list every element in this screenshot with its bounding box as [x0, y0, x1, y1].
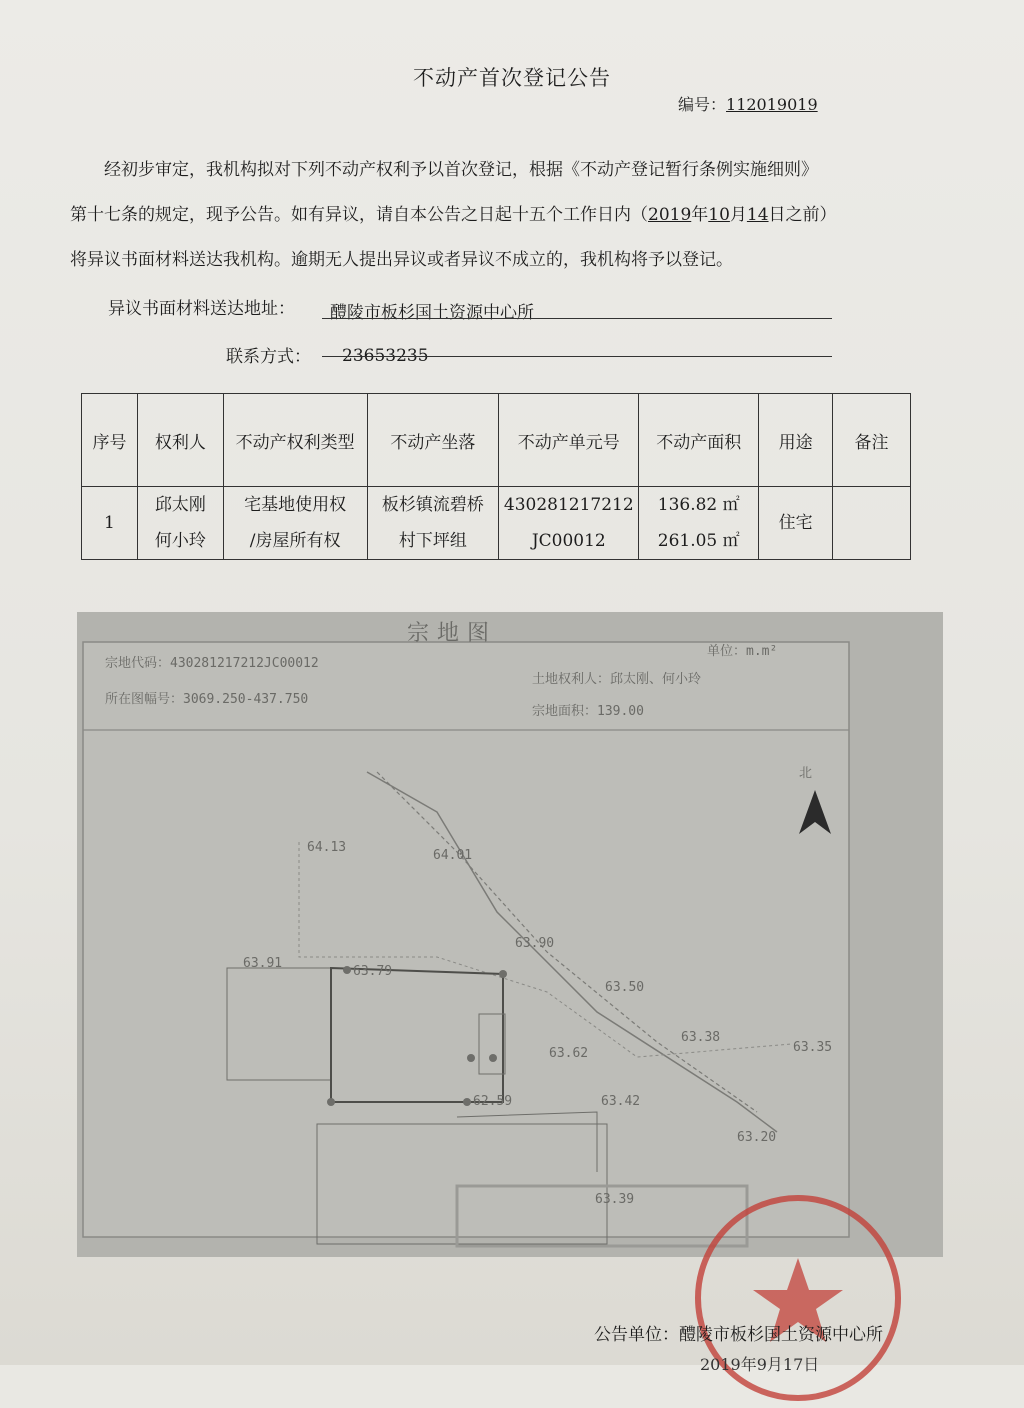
address-label: 异议书面材料送达地址： — [108, 299, 295, 319]
header-cell: 不动产面积 — [639, 394, 759, 487]
address-value: 醴陵市板杉国土资源中心所 — [330, 303, 534, 323]
cell-unit-number: 430281217212 JC00012 — [499, 487, 639, 560]
map-title: 宗地图 — [407, 621, 498, 646]
elevation-label: 63.38 — [681, 1030, 721, 1045]
header-cell: 不动产坐落 — [367, 394, 499, 487]
elevation-label: 63.39 — [595, 1192, 635, 1207]
map-north-label: 北 — [799, 766, 813, 781]
elevation-label: 63.79 — [353, 964, 393, 979]
issuer: 公告单位：醴陵市板杉国土资源中心所 — [594, 1325, 883, 1345]
header-cell: 序号 — [82, 394, 138, 487]
registration-table — [81, 393, 911, 560]
cell-owner: 邱太刚 何小玲 — [137, 487, 223, 560]
parcel-map-drawing — [77, 612, 943, 1257]
map-land-owner: 土地权利人：邱太刚、何小玲 — [532, 672, 702, 687]
notice-line-3: 将异议书面材料送达我机构。逾期无人提出异议或者异议不成立的，我机构将予以登记。 — [70, 250, 733, 270]
elevation-label: 63.35 — [793, 1040, 833, 1055]
elevation-label: 64.01 — [433, 848, 473, 863]
elevation-label: 63.42 — [601, 1094, 641, 1109]
cell-area: 136.82 ㎡ 261.05 ㎡ — [639, 487, 759, 560]
table-header-row — [82, 394, 911, 487]
map-parcel-area: 宗地面积：139.00 — [532, 704, 644, 719]
header-cell: 备注 — [833, 394, 911, 487]
header-cell: 权利人 — [137, 394, 223, 487]
contact-underline — [322, 356, 832, 357]
contact-label: 联系方式： — [226, 347, 311, 367]
elevation-label: 62.59 — [473, 1094, 513, 1109]
map-parcel-code: 宗地代码：430281217212JC00012 — [105, 656, 319, 671]
elevation-label: 63.90 — [515, 936, 555, 951]
cell-usage: 住宅 — [759, 487, 833, 560]
cell-right-type: 宅基地使用权 /房屋所有权 — [223, 487, 367, 560]
elevation-label: 63.50 — [605, 980, 645, 995]
cell-index: 1 — [82, 487, 138, 560]
issue-date: 2019年9月17日 — [700, 1355, 820, 1374]
elevation-label: 64.13 — [307, 840, 347, 855]
notice-line-1: 经初步审定，我机构拟对下列不动产权利予以首次登记，根据《不动产登记暂行条例实施细则》 — [104, 160, 818, 180]
address-underline — [322, 318, 832, 319]
document-number-value: 112019019 — [726, 95, 818, 114]
official-seal — [688, 1188, 908, 1408]
header-cell: 用途 — [759, 394, 833, 487]
table-row — [82, 487, 911, 560]
cell-location: 板杉镇流碧桥 村下坪组 — [367, 487, 499, 560]
elevation-label: 63.62 — [549, 1046, 589, 1061]
map-unit: 单位：m.m² — [707, 644, 778, 659]
header-cell: 不动产权利类型 — [223, 394, 367, 487]
parcel-map — [77, 612, 943, 1257]
contact-value: 23653235 — [342, 346, 429, 366]
elevation-label: 63.91 — [243, 956, 283, 971]
notice-paragraph — [70, 148, 940, 283]
map-sheet-number: 所在图幅号：3069.250-437.750 — [105, 692, 309, 707]
cell-remark — [833, 487, 911, 560]
header-cell: 不动产单元号 — [499, 394, 639, 487]
notice-line-2: 第十七条的规定，现予公告。如有异议，请自本公告之日起十五个工作日内（2019年10月14日之前） — [70, 205, 837, 225]
page-title: 不动产首次登记公告 — [413, 66, 611, 90]
document-number: 编号：112019019 — [678, 95, 818, 114]
elevation-label: 63.20 — [737, 1130, 777, 1145]
